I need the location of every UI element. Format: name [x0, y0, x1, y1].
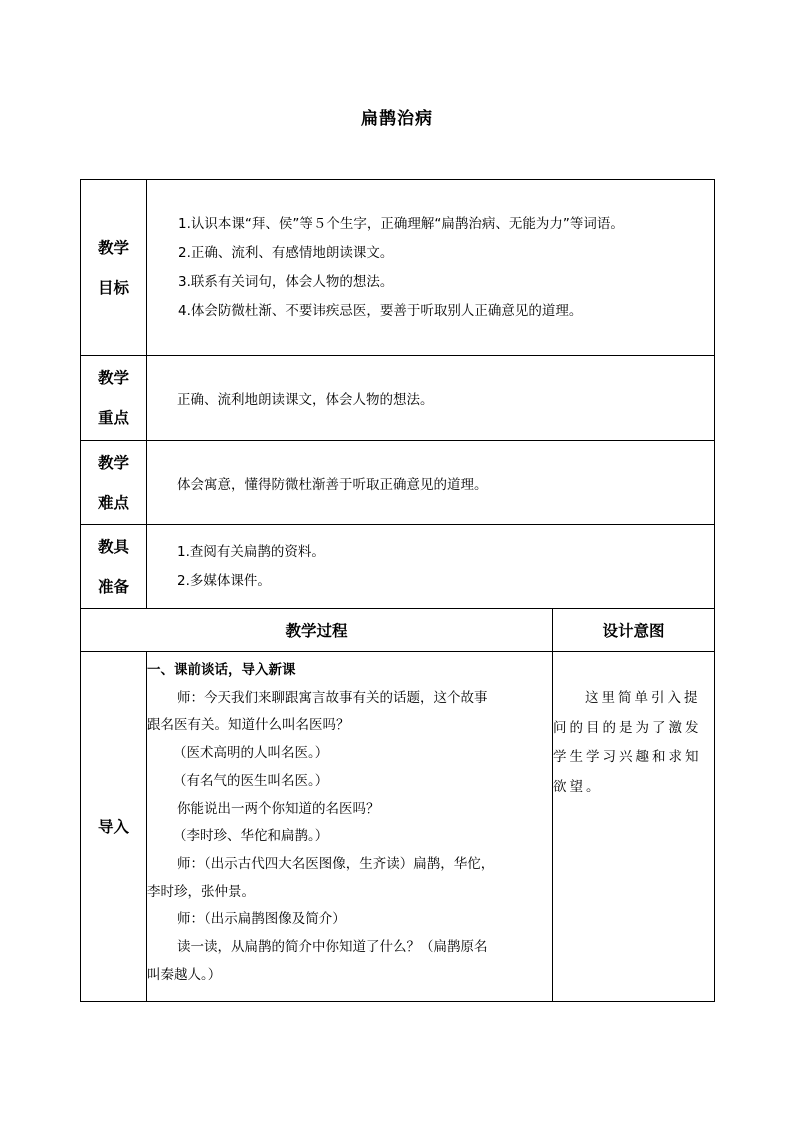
intent-line: 这里简单引入提 — [585, 690, 701, 706]
process-line: （医术高明的人叫名医。） — [173, 745, 329, 762]
objective-item: 4.体会防微杜渐、不要讳疾忌医，要善于听取别人正确意见的道理。 — [178, 302, 583, 319]
materials-row — [81, 525, 715, 609]
objective-item: 3.联系有关词句，体会人物的想法。 — [178, 273, 394, 290]
process-header: 教学过程 — [81, 609, 553, 652]
objective-item: 1.认识本课“拜、侯”等５个生字，正确理解“扁鹊治病、无能为力”等词语。 — [178, 215, 624, 232]
process-line: 跟名医有关。知道什么叫名医吗？ — [147, 717, 350, 734]
objectives-row — [81, 180, 715, 356]
materials-label: 教具 准备 — [81, 525, 147, 609]
process-line: （有名气的医生叫名医。） — [173, 772, 329, 789]
process-line: 李时珍，张仲景。 — [147, 883, 255, 900]
intent-line: 问的目的是为了激发 — [553, 719, 702, 736]
key-points-label: 教学 重点 — [81, 356, 147, 441]
key-points-text: 正确、流利地朗读课文，体会人物的想法。 — [147, 356, 715, 441]
material-item: 1.查阅有关扁鹊的资料。 — [177, 543, 325, 560]
difficulties-row — [81, 441, 715, 525]
intent-line: 欲望。 — [553, 778, 603, 795]
objectives-content — [147, 180, 715, 356]
intent-header: 设计意图 — [553, 609, 715, 652]
key-points-row — [81, 356, 715, 441]
intent-line: 学生学习兴趣和求知 — [553, 749, 702, 765]
objectives-label: 教学 目标 — [81, 180, 147, 356]
difficulties-text: 体会寓意，懂得防微杜渐善于听取正确意见的道理。 — [147, 441, 715, 525]
intro-heading: 一、课前谈话，导入新课 — [147, 662, 296, 678]
process-line: 叫秦越人。） — [147, 966, 222, 983]
page-title: 扁鹊治病 — [361, 109, 433, 129]
process-line: 师：今天我们来聊跟寓言故事有关的话题，这个故事 — [177, 689, 488, 706]
process-line: 你能说出一两个你知道的名医吗？ — [177, 800, 380, 817]
process-header-row — [81, 609, 715, 652]
lesson-plan-table — [80, 179, 715, 1002]
process-line: （李时珍、华佗和扁鹊。） — [173, 828, 329, 845]
process-line: 读一读，从扁鹊的简介中你知道了什么？（扁鹊原名 — [177, 939, 488, 956]
materials-content — [147, 525, 715, 609]
process-line: 师：（出示扁鹊图像及简介） — [177, 911, 346, 928]
intro-row — [81, 652, 715, 1002]
intro-intent — [553, 652, 715, 1002]
process-line: 师：（出示古代四大名医图像，生齐读）扁鹊，华佗， — [177, 855, 495, 872]
material-item: 2.多媒体课件。 — [177, 572, 271, 589]
difficulties-label: 教学 难点 — [81, 441, 147, 525]
intro-label: 导入 — [81, 652, 147, 1002]
objective-item: 2.正确、流利、有感情地朗读课文。 — [178, 244, 394, 261]
intro-process — [147, 652, 553, 1002]
